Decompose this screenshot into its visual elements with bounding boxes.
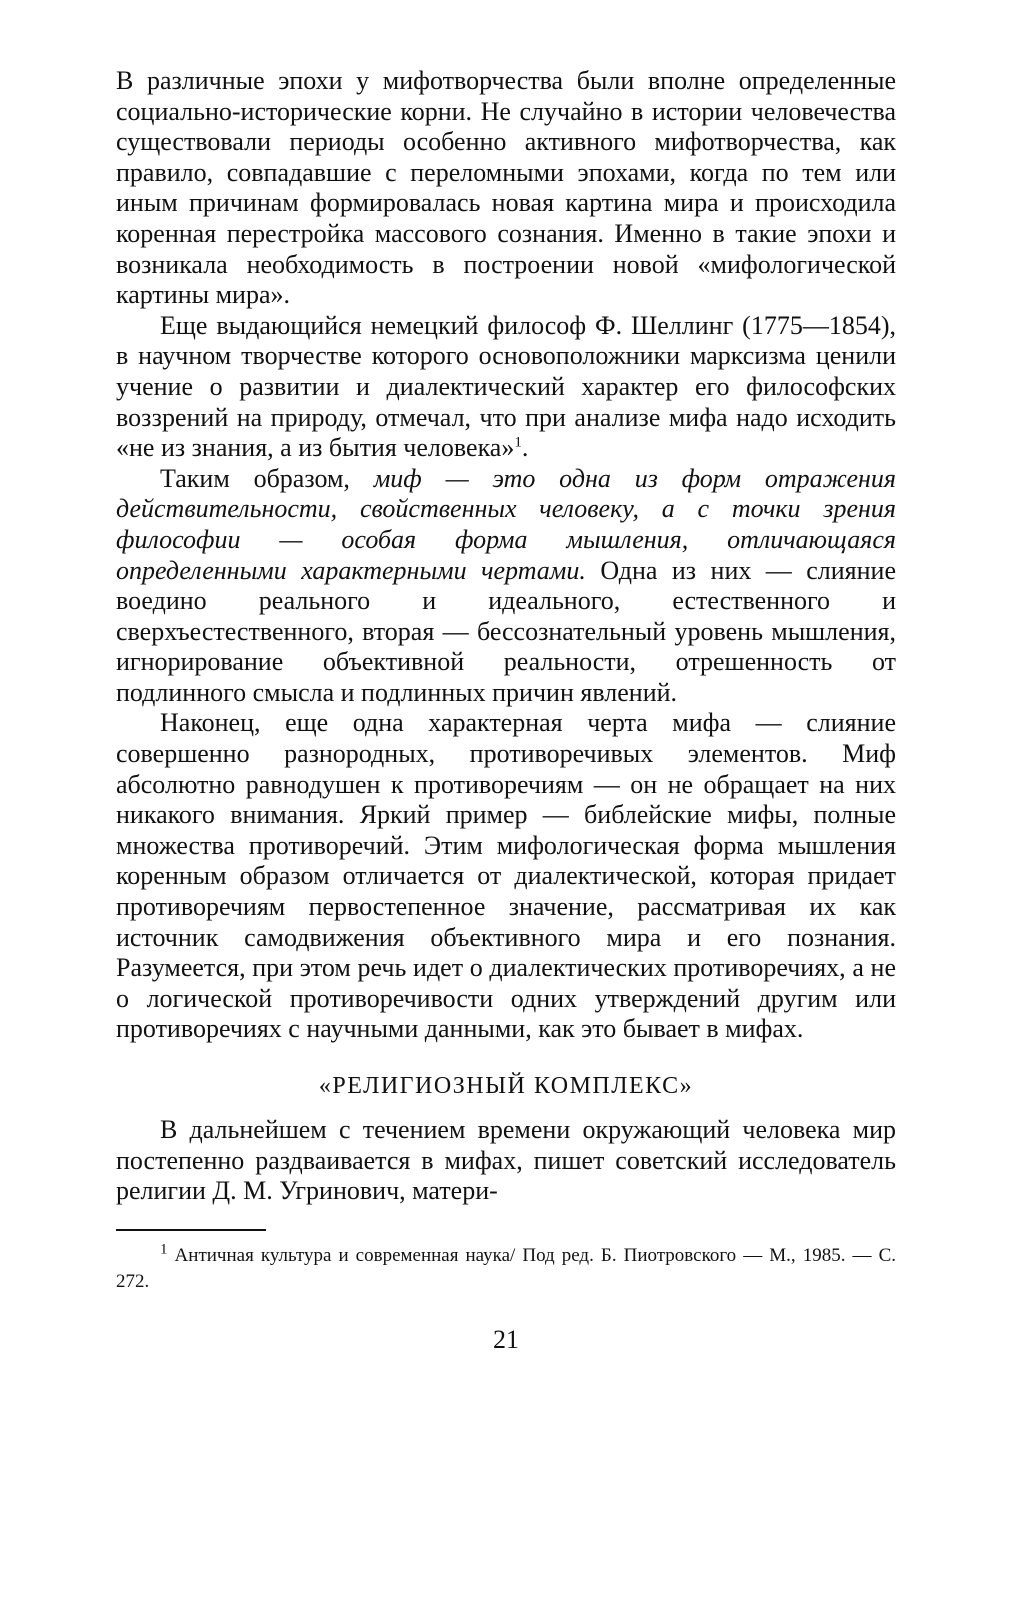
paragraph-3 bbox=[116, 464, 896, 709]
paragraph-4: Наконец, еще одна характерная черта мифа — слияние совершенно разнородных, противоречивых элементов. Миф абсолютно равнодушен к противоречиям — он не обращает на них никакого внимания. Яркий пример — библейские мифы, полные множества противоречий. Этим мифологическая форма мышления коренным образом отличается от диалектической, которая придает противоречиям первостепенное значение, рассматривая их как источник самодвижения объективного мира и его познания. Разумеется, при этом речь идет о диалектических противоречиях, а не о логической противоречивости одних утверждений другим или противоречиях с научными данными, как это бывает в мифах. bbox=[116, 708, 896, 1044]
paragraph-5: В дальнейшем с течением времени окружающий человека мир постепенно раздваивается в мифах, пишет советский исследователь религии Д. М. Угринович, матери- bbox=[116, 1115, 896, 1206]
section-heading: «РЕЛИГИОЗНЫЙ КОМПЛЕКС» bbox=[318, 1073, 694, 1099]
footnote bbox=[116, 1243, 896, 1295]
footnote-divider bbox=[116, 1229, 266, 1231]
paragraph-2-end: . bbox=[521, 433, 529, 463]
footnote-text: Античная культура и современная наука/ Под ред. Б. Пиотровского — М., 1985. — С. 272. bbox=[116, 1244, 896, 1292]
footnote-reference[interactable]: 1 bbox=[514, 434, 522, 451]
page-body bbox=[116, 66, 896, 1355]
paragraph-3-italic-definition: миф — это одна из форм отражения действительности, свойственных человеку, а с точки зрения философии — особая форма мышления, отличающаяся определенными характерными чертами. bbox=[116, 463, 896, 585]
paragraph-3-start: Таким образом, bbox=[160, 463, 374, 493]
page-number: 21 bbox=[493, 1324, 519, 1354]
paragraph-2-text: Еще выдающийся немецкий философ Ф. Шеллинг (1775—1854), в научном творчестве которого основоположники марксизма ценили учение о развитии и диалектический характер его философских воззрений на природу, отмечал, что при анализе мифа надо исходить «не из знания, а из бытия человека» bbox=[116, 310, 896, 463]
footnote-marker: 1 bbox=[160, 1241, 168, 1258]
paragraph-2 bbox=[116, 311, 896, 464]
paragraph-3-end: Одна из них — слияние воедино реального и идеального, естественного и сверхъестественного, вторая — бессознательный уровень мышления, игнорирование объективной реальности, отрешенность от подлинного смысла и подлинных причин явлений. bbox=[116, 555, 896, 707]
paragraph-1: В различные эпохи у мифотворчества были вполне определенные социально-исторические корни. Не случайно в истории человечества существовали периоды особенно активного мифотворчества, как правило, совпадавшие с переломными эпохами, когда по тем или иным причинам формировалась новая картина мира и происходила коренная перестройка массового сознания. Именно в такие эпохи и возникала необходимость в построении новой «мифологической картины мира». bbox=[116, 66, 896, 310]
